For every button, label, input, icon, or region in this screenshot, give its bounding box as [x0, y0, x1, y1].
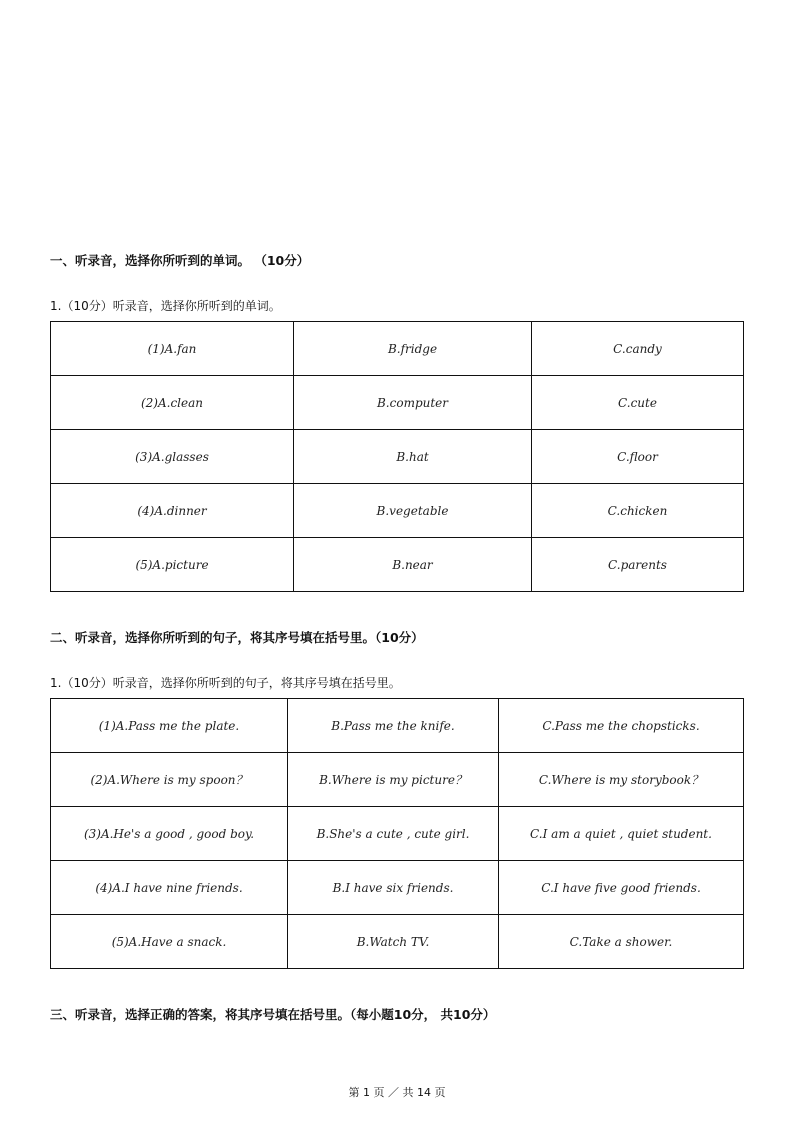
- word-options-table: [50, 321, 744, 592]
- table-row: [51, 538, 744, 592]
- option-c: C.chicken: [532, 484, 744, 538]
- option-c: C.cute: [532, 376, 744, 430]
- option-a: (2)A.Where is my spoon？: [51, 753, 288, 807]
- option-a: (2)A.clean: [51, 376, 294, 430]
- sentence-options-table: [50, 698, 744, 969]
- option-b: B.Watch TV.: [288, 915, 499, 969]
- option-b: B.near: [294, 538, 532, 592]
- option-c: C.Take a shower.: [499, 915, 744, 969]
- option-b: B.fridge: [294, 322, 532, 376]
- section-3-heading: 三、听录音，选择正确的答案，将其序号填在括号里。（每小题10分， 共10分）: [50, 1007, 496, 1022]
- option-b: B.computer: [294, 376, 532, 430]
- table-row: [51, 322, 744, 376]
- table-row: [51, 915, 744, 969]
- option-b: B.She's a cute , cute girl.: [288, 807, 499, 861]
- option-c: C.I have five good friends.: [499, 861, 744, 915]
- option-c: C.I am a quiet , quiet student.: [499, 807, 744, 861]
- option-c: C.parents: [532, 538, 744, 592]
- option-a: (3)A.He's a good , good boy.: [51, 807, 288, 861]
- table-row: [51, 484, 744, 538]
- option-a: (4)A.dinner: [51, 484, 294, 538]
- option-b: B.Pass me the knife.: [288, 699, 499, 753]
- page-footer: 第 1 页 ／ 共 14 页: [348, 1086, 446, 1099]
- option-b: B.Where is my picture？: [288, 753, 499, 807]
- option-c: C.Pass me the chopsticks.: [499, 699, 744, 753]
- option-c: C.Where is my storybook？: [499, 753, 744, 807]
- table-row: [51, 807, 744, 861]
- section-2-heading: 二、听录音，选择你所听到的句子，将其序号填在括号里。（10分）: [50, 630, 424, 645]
- table-row: [51, 430, 744, 484]
- section-1-heading: 一、听录音，选择你所听到的单词。 （10分）: [50, 253, 310, 268]
- option-a: (5)A.Have a snack.: [51, 915, 288, 969]
- option-c: C.candy: [532, 322, 744, 376]
- table-row: [51, 861, 744, 915]
- option-a: (5)A.picture: [51, 538, 294, 592]
- option-b: B.I have six friends.: [288, 861, 499, 915]
- option-a: (3)A.glasses: [51, 430, 294, 484]
- option-b: B.vegetable: [294, 484, 532, 538]
- table-row: [51, 753, 744, 807]
- section-1-question: 1.（10分）听录音，选择你所听到的单词。: [50, 299, 281, 313]
- table-row: [51, 376, 744, 430]
- option-b: B.hat: [294, 430, 532, 484]
- table-row: [51, 699, 744, 753]
- option-a: (1)A.Pass me the plate.: [51, 699, 288, 753]
- option-a: (1)A.fan: [51, 322, 294, 376]
- option-a: (4)A.I have nine friends.: [51, 861, 288, 915]
- section-2-question: 1.（10分）听录音，选择你所听到的句子，将其序号填在括号里。: [50, 676, 401, 690]
- option-c: C.floor: [532, 430, 744, 484]
